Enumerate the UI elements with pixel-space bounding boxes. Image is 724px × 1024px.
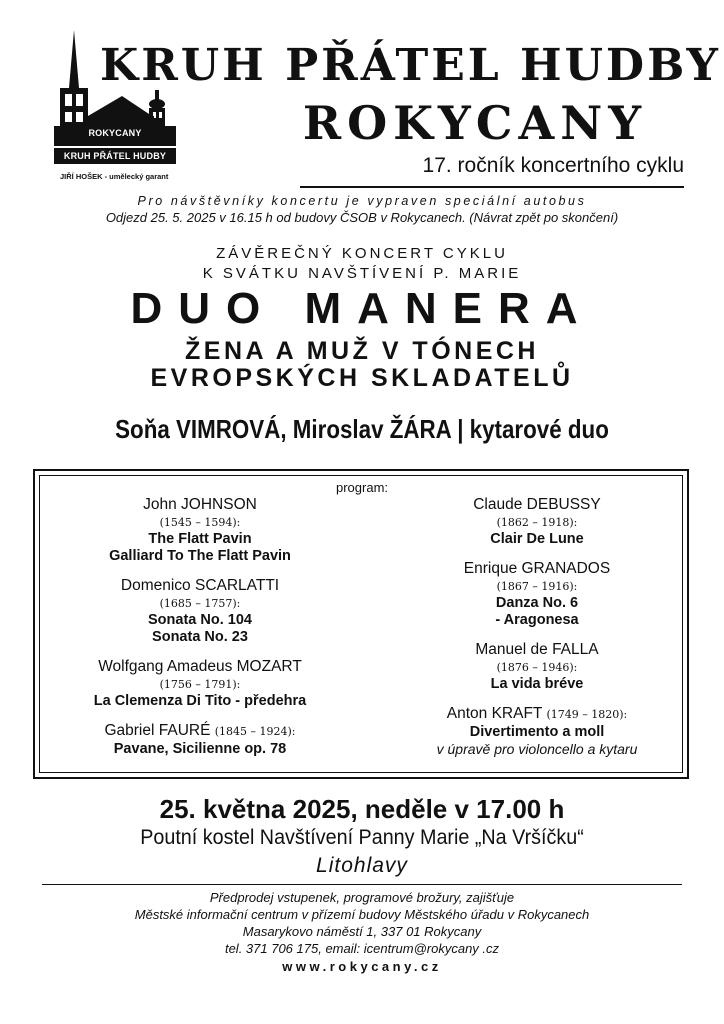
performers: Soňa VIMROVÁ, Miroslav ŽÁRA | kytarové duo	[115, 414, 609, 444]
work-title: Sonata No. 23	[152, 629, 248, 645]
work-title: Galliard To The Flatt Pavin	[109, 548, 291, 564]
concert-subtitle-line1: ŽENA A MUŽ V TÓNECH	[185, 337, 539, 365]
work-title: Clair De Lune	[490, 531, 584, 547]
event-place: Litohlavy	[316, 854, 408, 877]
program-item	[392, 705, 682, 758]
info-address: Masarykovo náměstí 1, 337 01 Rokycany	[242, 924, 482, 939]
page-title-line1: KRUH PŘÁTEL HUDBY	[100, 40, 721, 91]
composer-years: (1545 – 1594):	[159, 516, 241, 529]
cycle-subtitle: 17. ročník koncertního cyklu	[422, 154, 684, 177]
composer-name: John JOHNSON	[143, 496, 257, 513]
program-item	[392, 641, 682, 693]
composer-name-text: Gabriel FAURÉ	[104, 722, 211, 739]
ensemble-name: DUO MANERA	[130, 284, 594, 333]
page-title-line2: ROKYCANY	[302, 96, 648, 150]
composer-years: (1862 – 1918):	[496, 516, 578, 529]
event-venue: Poutní kostel Navštívení Panny Marie „Na Vršíčku“	[140, 826, 584, 849]
website-link[interactable]: www.rokycany.cz	[282, 959, 442, 974]
footer-divider	[42, 884, 682, 885]
event-date: 25. května 2025, neděle v 17.00 h	[159, 794, 565, 824]
composer-years: (1845 – 1924):	[214, 725, 296, 738]
logo-band-kph: KRUH PŘÁTEL HUDBY	[54, 148, 176, 164]
bus-departure: Odjezd 25. 5. 2025 v 16.15 h od budovy ČSOB v Rokycanech. (Návrat zpět po skončení)	[105, 210, 619, 225]
work-title: La vida bréve	[490, 676, 584, 692]
composer-name: Claude DEBUSSY	[473, 496, 601, 513]
work-arrangement-note: v úpravě pro violoncello a kytaru	[436, 741, 638, 757]
program-item	[392, 560, 682, 629]
work-title: - Aragonesa	[495, 612, 579, 628]
program-column-right	[392, 496, 682, 770]
composer-years: (1867 – 1916):	[496, 580, 578, 593]
concert-type-line2: K SVÁTKU NAVŠTÍVENÍ P. MARIE	[202, 265, 522, 282]
composer-name-text: Anton KRAFT	[446, 705, 543, 722]
program-item	[392, 496, 682, 548]
composer-name	[392, 705, 682, 724]
program-label: program:	[335, 480, 389, 495]
composer-years: (1876 – 1946):	[496, 661, 578, 674]
logo-band-rokycany: ROKYCANY	[54, 126, 176, 140]
program-item	[50, 577, 350, 646]
work-title: La Clemenza Di Tito - předehra	[93, 693, 307, 709]
work-title: Danza No. 6	[495, 595, 579, 611]
composer-years: (1756 – 1791):	[159, 678, 241, 691]
info-centre: Městské informační centrum v přízemí budovy Městského úřadu v Rokycanech	[134, 907, 590, 922]
work-title: The Flatt Pavin	[148, 531, 252, 547]
logo-garant-text: JIŘÍ HOŠEK - umělecký garant	[60, 172, 169, 181]
info-contact: tel. 371 706 175, email: icentrum@rokycany .cz	[224, 941, 500, 956]
presale-info: Předprodej vstupenek, programové brožury, zajišťuje	[209, 890, 515, 905]
header-divider	[300, 186, 684, 188]
composer-years: (1749 – 1820):	[546, 708, 628, 721]
composer-name: Domenico SCARLATTI	[120, 577, 280, 594]
work-title: Divertimento a moll	[469, 724, 605, 740]
program-item	[50, 658, 350, 710]
composer-years: (1685 – 1757):	[159, 597, 241, 610]
composer-name: Wolfgang Amadeus MOZART	[98, 658, 302, 675]
composer-name: Manuel de FALLA	[475, 641, 599, 658]
program-item	[50, 496, 350, 565]
program-column-left	[50, 496, 350, 770]
concert-subtitle-line2: EVROPSKÝCH SKLADATELŮ	[150, 364, 574, 392]
bus-notice: Pro návštěvníky koncertu je vypraven speciální autobus	[137, 194, 587, 208]
program-item	[50, 722, 350, 758]
composer-name: Enrique GRANADOS	[463, 560, 611, 577]
work-title: Sonata No. 104	[148, 612, 252, 628]
concert-type-line1: ZÁVĚREČNÝ KONCERT CYKLU	[216, 245, 508, 262]
work-title: Pavane, Sicilienne op. 78	[113, 741, 287, 757]
composer-name	[50, 722, 350, 741]
